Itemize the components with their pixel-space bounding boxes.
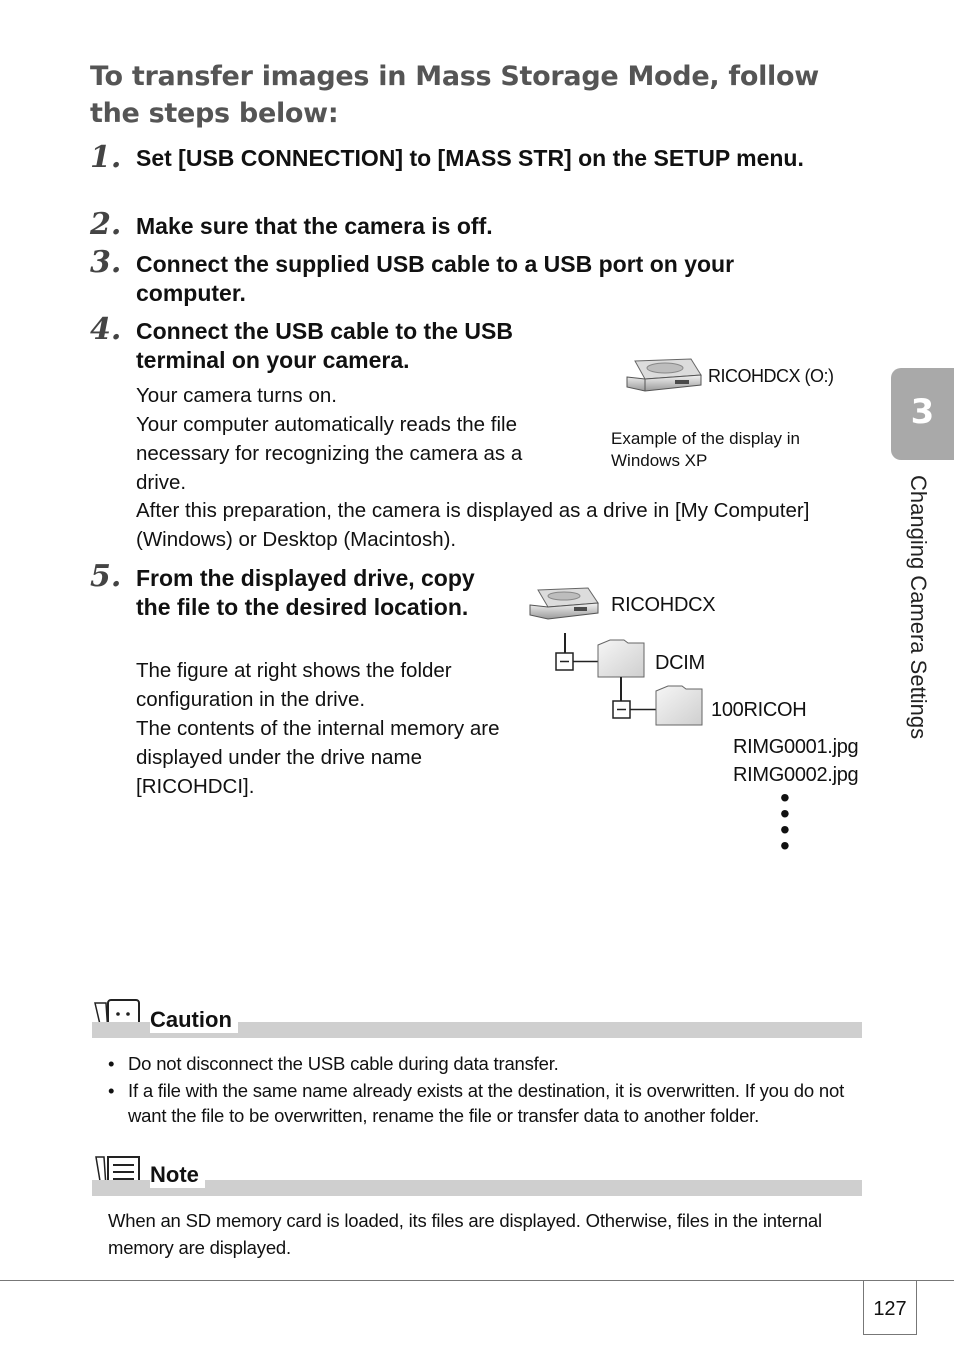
step-number-3: 3. <box>90 245 122 280</box>
drive-icon <box>625 355 703 402</box>
caution-list <box>108 1051 860 1128</box>
note-text: When an SD memory card is loaded, its files are displayed. Otherwise, files in the internal memory are displayed. <box>108 1210 822 1258</box>
step-4-text-1: Your camera turns on. <box>136 384 337 407</box>
step-number-2: 2. <box>90 207 122 242</box>
step-title-3: Connect the supplied USB cable to a USB port on your computer. <box>136 251 735 306</box>
step-title-1: Set [USB CONNECTION] to [MASS STR] on the SETUP menu. <box>136 145 804 171</box>
tree-file-1: RIMG0001.jpg <box>733 736 859 758</box>
tree-drive-label: RICOHDCX <box>611 594 716 616</box>
step-4-text-3: After this preparation, the camera is displayed as a drive in [My Computer] (Windows) or Desktop (Macintosh). <box>136 499 810 551</box>
caution-item-1: • Do not disconnect the USB cable during data transfer. <box>108 1051 860 1076</box>
drive-example-label: RICOHDCX (O:) <box>708 366 834 386</box>
tree-ellipsis: • • • • <box>780 782 790 861</box>
step-title-2: Make sure that the camera is off. <box>136 213 493 239</box>
page-number: 127 <box>863 1281 917 1335</box>
tree-dcim-folder-icon <box>598 640 644 677</box>
step-number-5: 5. <box>90 559 122 594</box>
step-number-4: 4. <box>90 312 122 347</box>
caution-title: Caution <box>150 1007 238 1033</box>
step-number-1: 1. <box>90 140 122 175</box>
footer-rule <box>0 1280 954 1281</box>
step-title-5: From the displayed drive, copy the file to the desired location. <box>136 565 475 620</box>
chapter-tab-number: 3 <box>910 392 935 432</box>
step-title-4: Connect the USB cable to the USB terminal on your camera. <box>136 318 513 373</box>
caution-item-2: • If a file with the same name already exists at the destination, it is overwritten. If you do not want the file to be overwritten, rename the file or transfer data to another folder. <box>108 1078 860 1128</box>
tree-dcim-label: DCIM <box>655 652 705 674</box>
page-heading: To transfer images in Mass Storage Mode, follow the steps below: <box>90 61 819 129</box>
chapter-side-label: Changing Camera Settings <box>906 475 931 740</box>
tree-drive-icon <box>530 588 598 619</box>
drive-example-caption: Example of the display in Windows XP <box>611 429 800 470</box>
tree-file-2: RIMG0002.jpg <box>733 764 859 786</box>
note-rule <box>92 1180 862 1196</box>
step-5-body <box>136 656 501 801</box>
step-5-text-2: The contents of the internal memory are displayed under the drive name [RICOHDCI]. <box>136 717 500 798</box>
step-5-text-1: The figure at right shows the folder configuration in the drive. <box>136 659 452 711</box>
step-4-text-2: Your computer automatically reads the file necessary for recognizing the camera as a drive. <box>136 413 523 494</box>
step-4-body <box>136 381 576 497</box>
tree-100ricoh-label: 100RICOH <box>711 699 807 721</box>
tree-100ricoh-folder-icon <box>656 686 702 725</box>
note-title: Note <box>150 1162 205 1188</box>
